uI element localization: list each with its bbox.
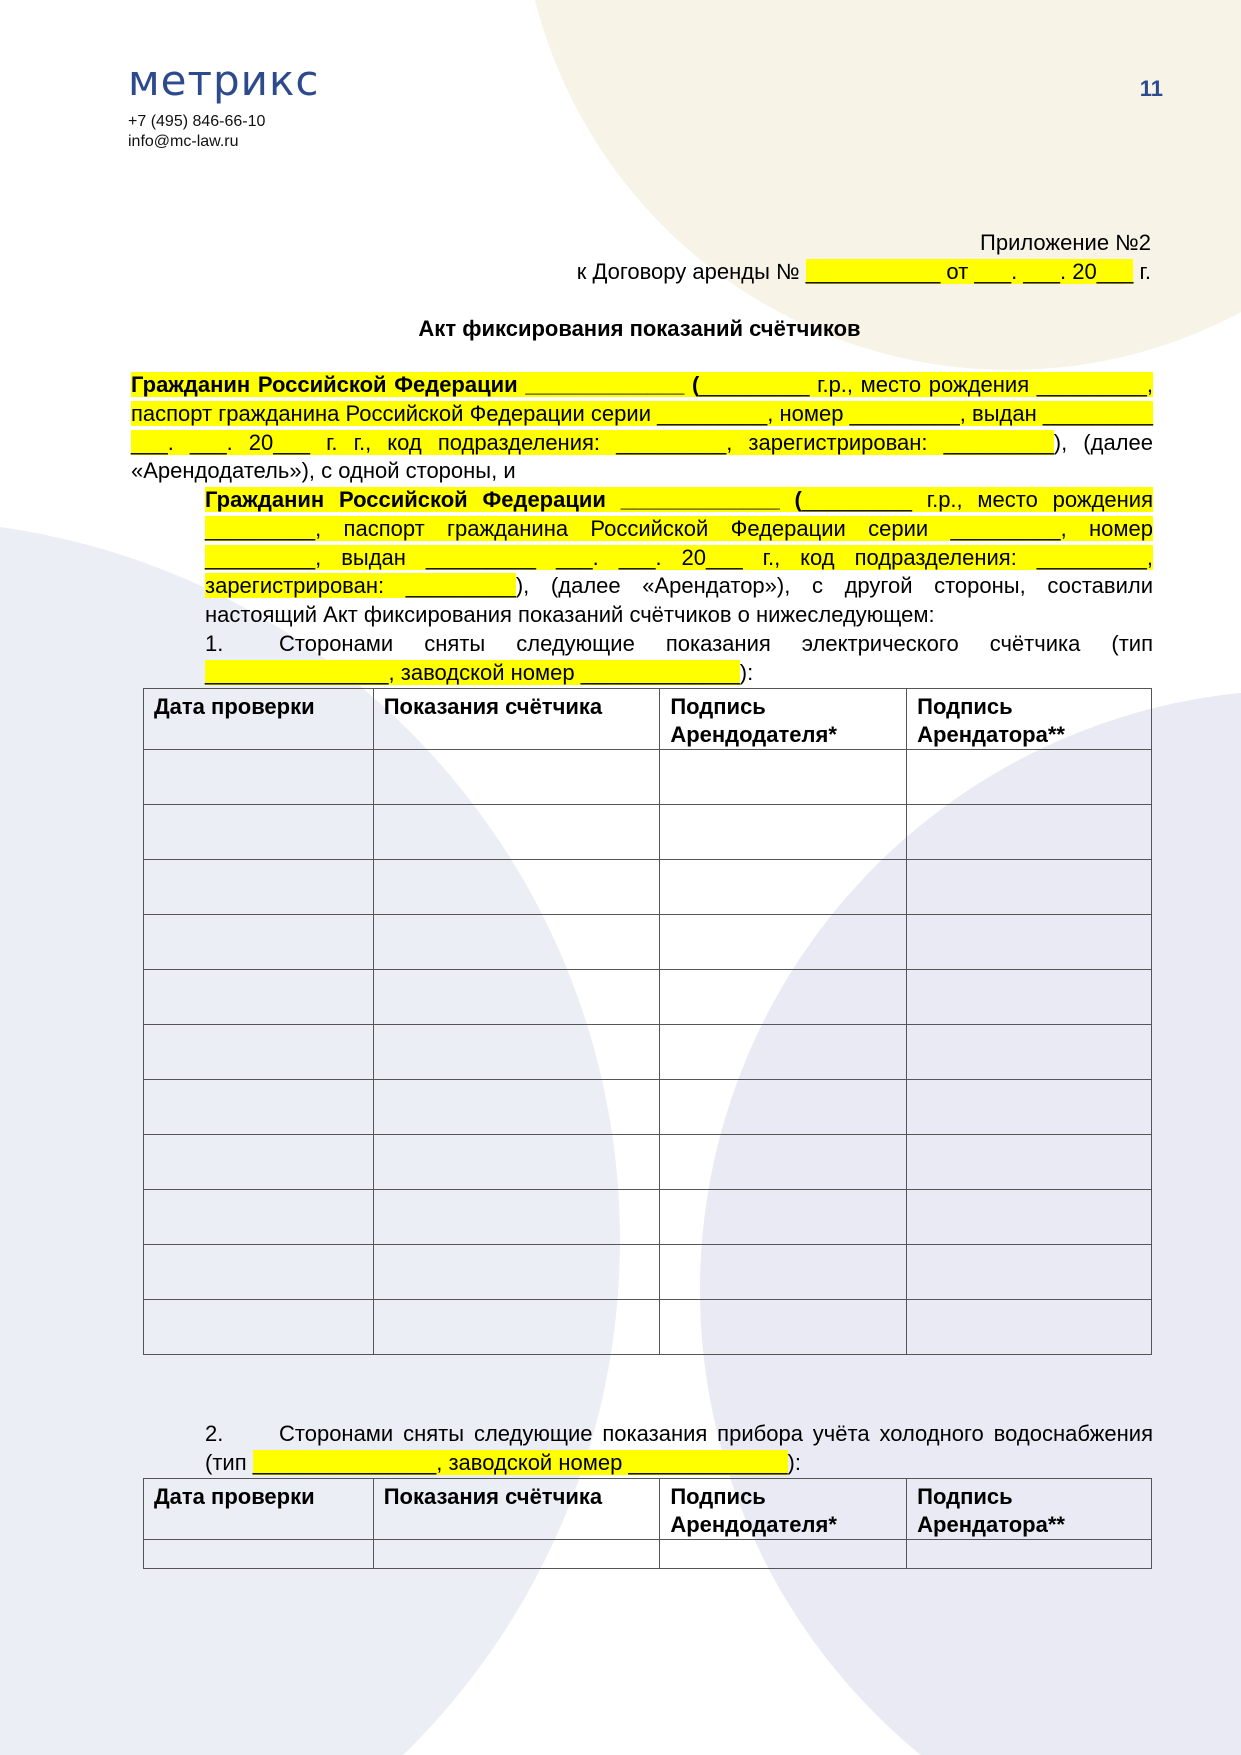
table-row (144, 1245, 1152, 1300)
table-row (144, 970, 1152, 1025)
party2-paragraph: Гражданин Российской Федерации _____________ (_________ г.р., место рождения _________, паспорт гражданина Российской Федерации серии _________, номер _________, выдан _________ ___. ___. 20___ г., код подразделения: _________, зарегистрирован: _________), (далее «Арендатор»), с другой стороны, составили настоящий Акт фиксирования показаний счётчиков о нижеследующем: (205, 487, 1153, 628)
document-title: Акт фиксирования показаний счётчиков (418, 316, 861, 341)
item2-paragraph: 2. Сторонами сняты следующие показания прибора учёта холодного водоснабжения (тип _______________, заводской номер _____________): (205, 1421, 1153, 1475)
col-date: Дата проверки (144, 689, 374, 750)
col-tenant-sign: Подпись Арендатора** (907, 689, 1152, 750)
table-row (144, 750, 1152, 805)
company-logo: метрикс (128, 56, 320, 105)
col-landlord-sign: Подпись Арендодателя* (660, 689, 907, 750)
table-row (144, 915, 1152, 970)
appendix-contract-line: к Договору аренды № ___________ от ___. ___. 20___ г. (576, 259, 1151, 284)
contract-number-blank: ___________ от ___. ___. 20___ (805, 259, 1134, 284)
table-row (144, 1300, 1152, 1355)
table-row (144, 1135, 1152, 1190)
page-number: 11 (1139, 76, 1163, 101)
table-row (144, 860, 1152, 915)
party1-paragraph: Гражданин Российской Федерации _____________ (_________ г.р., место рождения _________, паспорт гражданина Российской Федерации серии _________, номер _________, выдан _________ ___. ___. 20___ г. г., код подразделения: _________, зарегистрирован: _________), (далее «Арендодатель»), с одной стороны, и (131, 372, 1153, 484)
table-row (144, 1540, 1152, 1569)
table-row (144, 1080, 1152, 1135)
col-date: Дата проверки (144, 1479, 374, 1540)
table-row (144, 805, 1152, 860)
col-landlord-sign: Подпись Арендодателя* (660, 1479, 907, 1540)
appendix-title: Приложение №2 (980, 230, 1151, 255)
water-meter-table (143, 1478, 1152, 1569)
col-reading: Показания счётчика (373, 689, 660, 750)
table-row (144, 1190, 1152, 1245)
phone: +7 (495) 846-66-10 (128, 113, 266, 130)
contacts (128, 112, 265, 152)
table-row (144, 1025, 1152, 1080)
email: info@mc-law.ru (128, 133, 239, 150)
col-tenant-sign: Подпись Арендатора** (907, 1479, 1152, 1540)
item1-paragraph: 1. Сторонами сняты следующие показания электрического счётчика (тип _______________, заводской номер _____________): (205, 631, 1153, 685)
col-reading: Показания счётчика (373, 1479, 660, 1540)
electric-meter-table (143, 688, 1152, 1355)
